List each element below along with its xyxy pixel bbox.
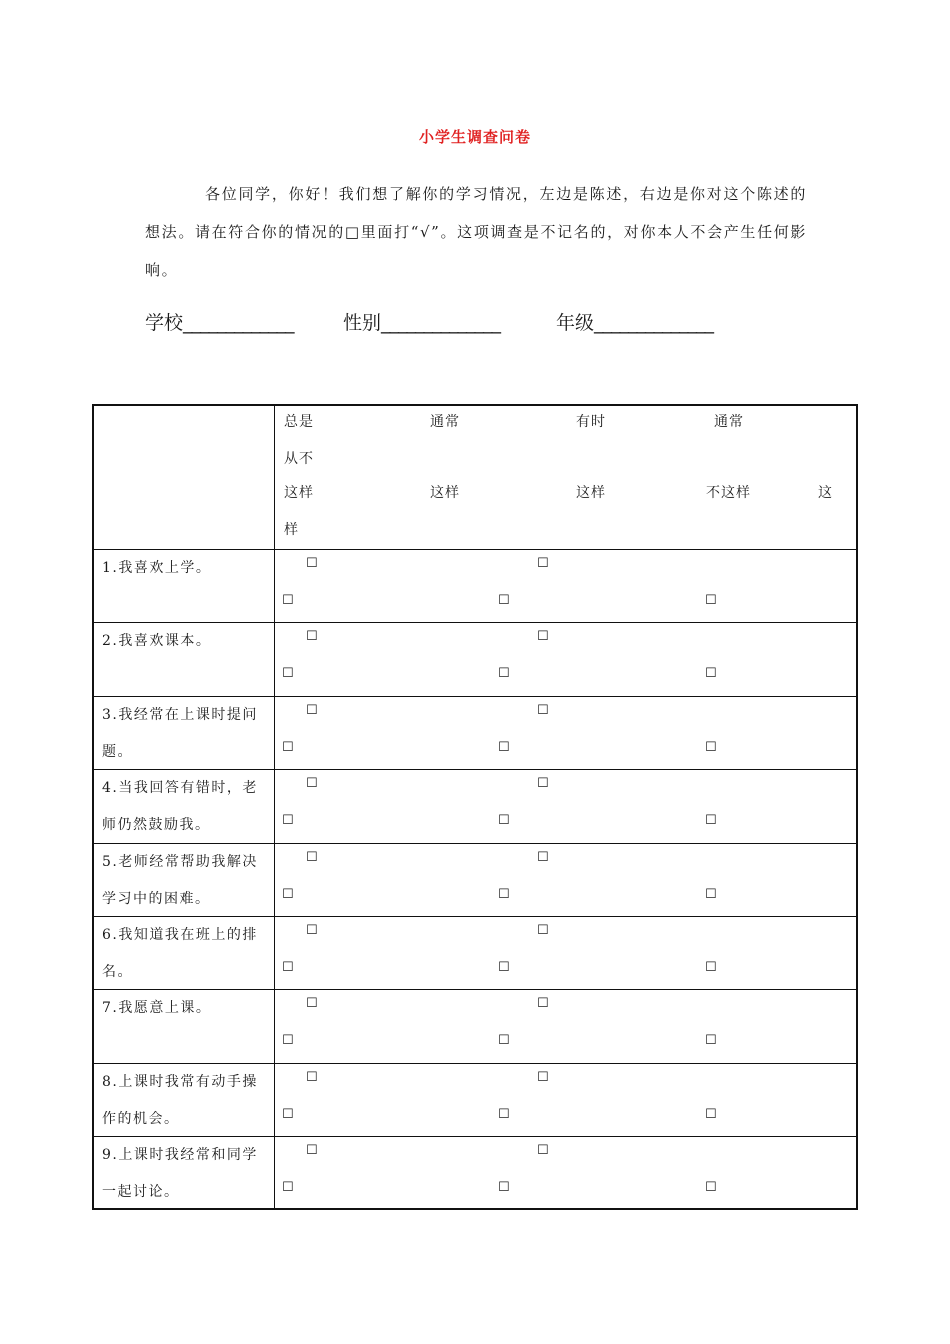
header-usually-sub: 这样: [430, 485, 460, 501]
answer-checkbox[interactable]: ☐: [498, 666, 510, 682]
question-text: 6.我知道我在班上的排名。: [102, 927, 258, 980]
answer-checkbox[interactable]: ☐: [498, 593, 510, 608]
question-text: 5.老师经常帮助我解决学习中的困难。: [102, 853, 258, 907]
answer-checkbox[interactable]: ☐: [705, 886, 717, 902]
answer-checkbox[interactable]: ☐: [498, 813, 510, 829]
question-text: 8.上课时我常有动手操作的机会。: [102, 1073, 258, 1127]
answer-checkbox[interactable]: ☐: [498, 1180, 510, 1196]
question-text: 3.我经常在上课时提问题。: [102, 706, 258, 760]
header-usually: 通常: [430, 414, 460, 430]
answer-checkbox[interactable]: ☐: [306, 702, 318, 718]
answer-checkbox[interactable]: ☐: [537, 1143, 549, 1159]
header-always: 总是: [284, 414, 314, 430]
answer-checkbox[interactable]: ☐: [705, 1180, 717, 1196]
answer-checkbox[interactable]: ☐: [537, 1069, 549, 1085]
answer-checkbox[interactable]: ☐: [306, 556, 318, 571]
header-usually-not: 通常: [714, 414, 744, 430]
gender-blank[interactable]: ______________: [381, 312, 501, 334]
column-divider: [274, 406, 275, 1208]
question-text: 2.我喜欢课本。: [102, 633, 212, 650]
survey-table: [92, 404, 858, 1210]
header-sometimes-sub: 这样: [576, 485, 606, 501]
answer-checkbox[interactable]: ☐: [537, 923, 549, 938]
question-text: 4.当我回答有错时，老师仍然鼓励我。: [102, 780, 258, 834]
answer-checkbox[interactable]: ☐: [306, 629, 318, 645]
header-never: 从不: [284, 451, 314, 467]
answer-checkbox[interactable]: ☐: [282, 1180, 294, 1196]
question-text: 1.我喜欢上学。: [102, 560, 212, 576]
answer-checkbox[interactable]: ☐: [705, 960, 717, 975]
answer-checkbox[interactable]: ☐: [282, 1033, 294, 1049]
answer-checkbox[interactable]: ☐: [282, 813, 294, 829]
answer-checkbox[interactable]: ☐: [537, 996, 549, 1012]
answer-checkbox[interactable]: ☐: [705, 813, 717, 829]
question-text: 9.上课时我经常和同学一起讨论。: [102, 1147, 258, 1201]
answer-checkbox[interactable]: ☐: [282, 886, 294, 902]
gender-label: 性别: [343, 312, 382, 334]
answer-checkbox[interactable]: ☐: [498, 960, 510, 975]
answer-checkbox[interactable]: ☐: [537, 556, 549, 571]
answer-checkbox[interactable]: ☐: [537, 629, 549, 645]
answer-checkbox[interactable]: ☐: [705, 1106, 717, 1122]
answer-checkbox[interactable]: ☐: [498, 739, 510, 755]
answer-checkbox[interactable]: ☐: [282, 960, 294, 975]
header-never-sub-end: 样: [284, 522, 299, 538]
answer-checkbox[interactable]: ☐: [498, 1106, 510, 1122]
grade-blank[interactable]: ______________: [594, 312, 714, 334]
answer-checkbox[interactable]: ☐: [282, 593, 294, 608]
answer-checkbox[interactable]: ☐: [306, 849, 318, 865]
question-text: 7.我愿意上课。: [102, 1000, 212, 1017]
header-usually-not-sub: 不这样: [706, 485, 751, 501]
school-label: 学校: [145, 312, 184, 334]
school-field[interactable]: [145, 308, 294, 335]
answer-checkbox[interactable]: ☐: [705, 739, 717, 755]
page-title: 小学生调查问卷: [418, 128, 531, 146]
header-never-sub: 这: [818, 485, 833, 501]
school-blank[interactable]: _____________: [183, 312, 294, 334]
answer-checkbox[interactable]: ☐: [537, 776, 549, 792]
answer-checkbox[interactable]: ☐: [498, 886, 510, 902]
answer-checkbox[interactable]: ☐: [306, 923, 318, 938]
answer-checkbox[interactable]: ☐: [705, 1033, 717, 1049]
answer-checkbox[interactable]: ☐: [282, 666, 294, 682]
header-sometimes: 有时: [576, 414, 606, 430]
answer-checkbox[interactable]: ☐: [306, 996, 318, 1012]
answer-checkbox[interactable]: ☐: [282, 1106, 294, 1122]
answer-checkbox[interactable]: ☐: [306, 776, 318, 792]
answer-checkbox[interactable]: ☐: [537, 849, 549, 865]
answer-checkbox[interactable]: ☐: [537, 702, 549, 718]
answer-checkbox[interactable]: ☐: [282, 739, 294, 755]
header-always-sub: 这样: [284, 485, 314, 501]
answer-checkbox[interactable]: ☐: [498, 1033, 510, 1049]
grade-field[interactable]: [556, 308, 713, 335]
intro-paragraph: 各位同学，你好！我们想了解你的学习情况，左边是陈述，右边是你对这个陈述的想法。请在符合你的情况的□里面打“√”。这项调查是不记名的，对你本人不会产生任何影响。: [145, 185, 807, 279]
answer-checkbox[interactable]: ☐: [306, 1069, 318, 1085]
grade-label: 年级: [556, 312, 595, 334]
gender-field[interactable]: [343, 308, 500, 335]
answer-checkbox[interactable]: ☐: [705, 666, 717, 682]
answer-checkbox[interactable]: ☐: [306, 1143, 318, 1159]
answer-checkbox[interactable]: ☐: [705, 593, 717, 608]
